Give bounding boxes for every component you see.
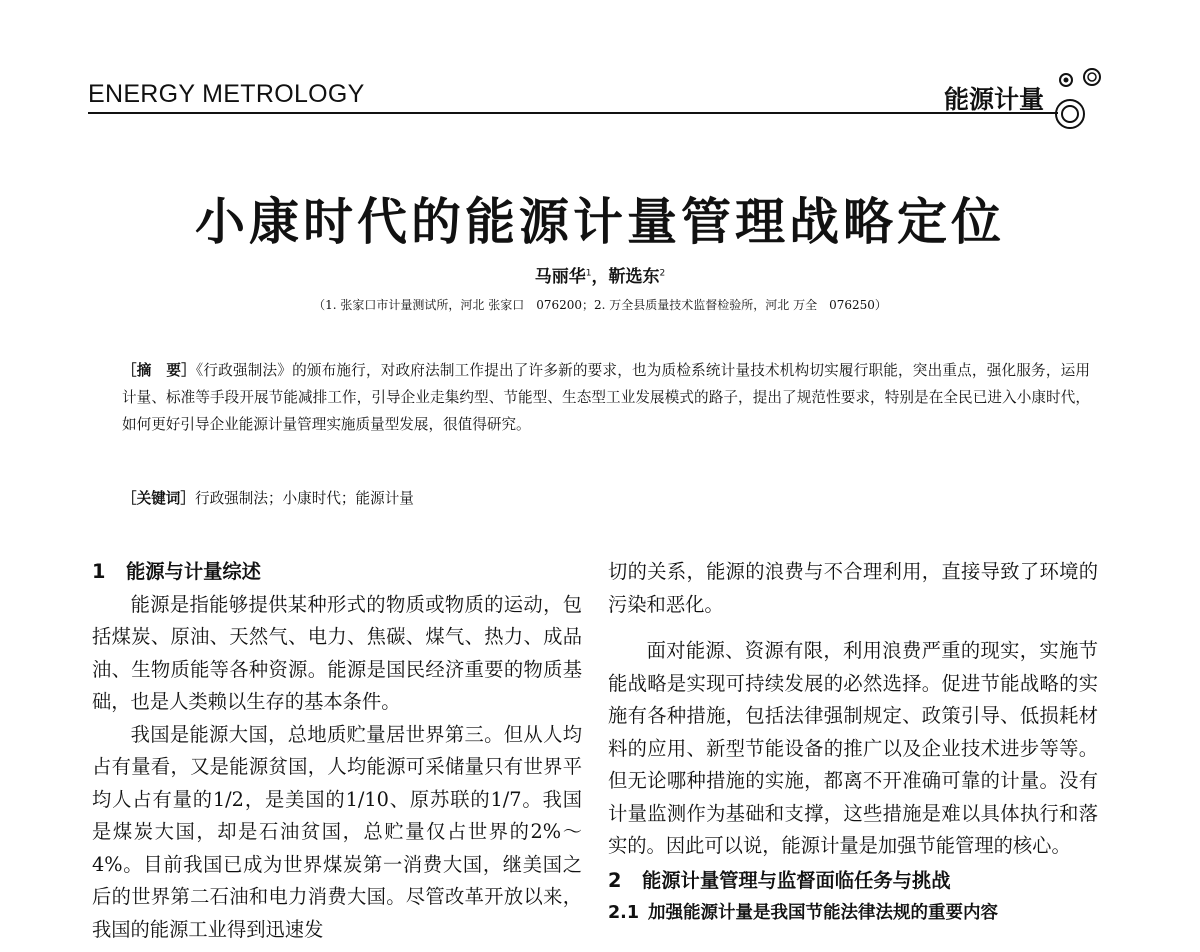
author-affiliation-mark: 2 xyxy=(659,268,666,279)
section-number: 2 xyxy=(608,868,622,892)
section-number: 2.1 xyxy=(608,903,640,923)
author-affiliations: （1. 张家口市计量测试所，河北 张家口 076200；2. 万全县质量技术监督检验所，河北 万全 076250） xyxy=(313,298,887,312)
body-paragraph: 我国是能源大国，总地质贮量居世界第三。但从人均占有量看，又是能源贫国，人均能源可采储量只有世界平均人占有量的1/2，是美国的1/10、原苏联的1/7。我国是煤炭大国，却是石油贫国，总贮量仅占世界的2%～4%。目前我国已成为世界煤炭第一消费大国，继美国之后的世界第二石油和电力消费大国。尽管改革开放以来，我国的能源工业得到迅速发 xyxy=(92,722,582,941)
body-column-left xyxy=(92,556,582,946)
section-heading xyxy=(92,556,582,589)
abstract-text: 《行政强制法》的颁布施行，对政府法制工作提出了许多新的要求，也为质检系统计量技术机构切实履行职能，突出重点，强化服务，运用计量、标准等手段开展节能减排工作，引导企业走集约型、节能型、生态型工业发展模式的路子，提出了规范性要求，特别是在全民已进入小康时代，如何更好引导企业能源计量管理实施质量型发展，很值得研究。 xyxy=(122,362,1090,433)
article-title: 小康时代的能源计量管理战略定位 xyxy=(195,192,1005,251)
body-paragraph: 能源是指能够提供某种形式的物质或物质的运动，包括煤炭、原油、天然气、电力、焦碳、煤气、热力、成品油、生物质能等各种资源。能源是国民经济重要的物质基础，也是人类赖以生存的基本条件。 xyxy=(92,592,582,713)
author-separator: ， xyxy=(591,267,609,287)
author-line xyxy=(0,262,1200,287)
body-column-right xyxy=(608,556,1098,930)
journal-logo-icon xyxy=(1052,66,1122,136)
section-title: 能源与计量综述 xyxy=(126,560,261,583)
keywords-text: 行政强制法；小康时代；能源计量 xyxy=(194,490,414,507)
journal-name-english: ENERGY METROLOGY xyxy=(88,80,365,108)
subsection-heading xyxy=(608,897,1098,930)
author-name: 马丽华 xyxy=(534,267,586,287)
keywords-label: ［关键词］ xyxy=(122,490,195,507)
journal-section-title: 能源计量 xyxy=(944,85,1045,114)
abstract xyxy=(122,357,1090,438)
section-title: 加强能源计量是我国节能法律法规的重要内容 xyxy=(648,903,998,923)
author-name: 靳选东 xyxy=(608,267,660,287)
body-paragraph: 面对能源、资源有限，利用浪费严重的现实，实施节能战略是实现可持续发展的必然选择。促进节能战略的实施有各种措施，包括法律强制规定、政策引导、低损耗材料的应用、新型节能设备的推广以及企业技术进步等等。但无论哪种措施的实施，都离不开准确可靠的计量。没有计量监测作为基础和支撑，这些措施是难以具体执行和落实的。因此可以说，能源计量是加强节能管理的核心。 xyxy=(608,639,1098,857)
abstract-label: ［摘 要］ xyxy=(122,362,196,379)
section-title: 能源计量管理与监督面临任务与挑战 xyxy=(642,868,951,892)
header-rule xyxy=(88,112,1058,114)
section-heading xyxy=(608,865,1098,898)
author-affiliation-mark: 1 xyxy=(585,268,592,279)
section-number: 1 xyxy=(92,560,106,583)
keywords xyxy=(122,488,1090,510)
body-paragraph: 切的关系，能源的浪费与不合理利用，直接导致了环境的污染和恶化。 xyxy=(608,560,1098,616)
